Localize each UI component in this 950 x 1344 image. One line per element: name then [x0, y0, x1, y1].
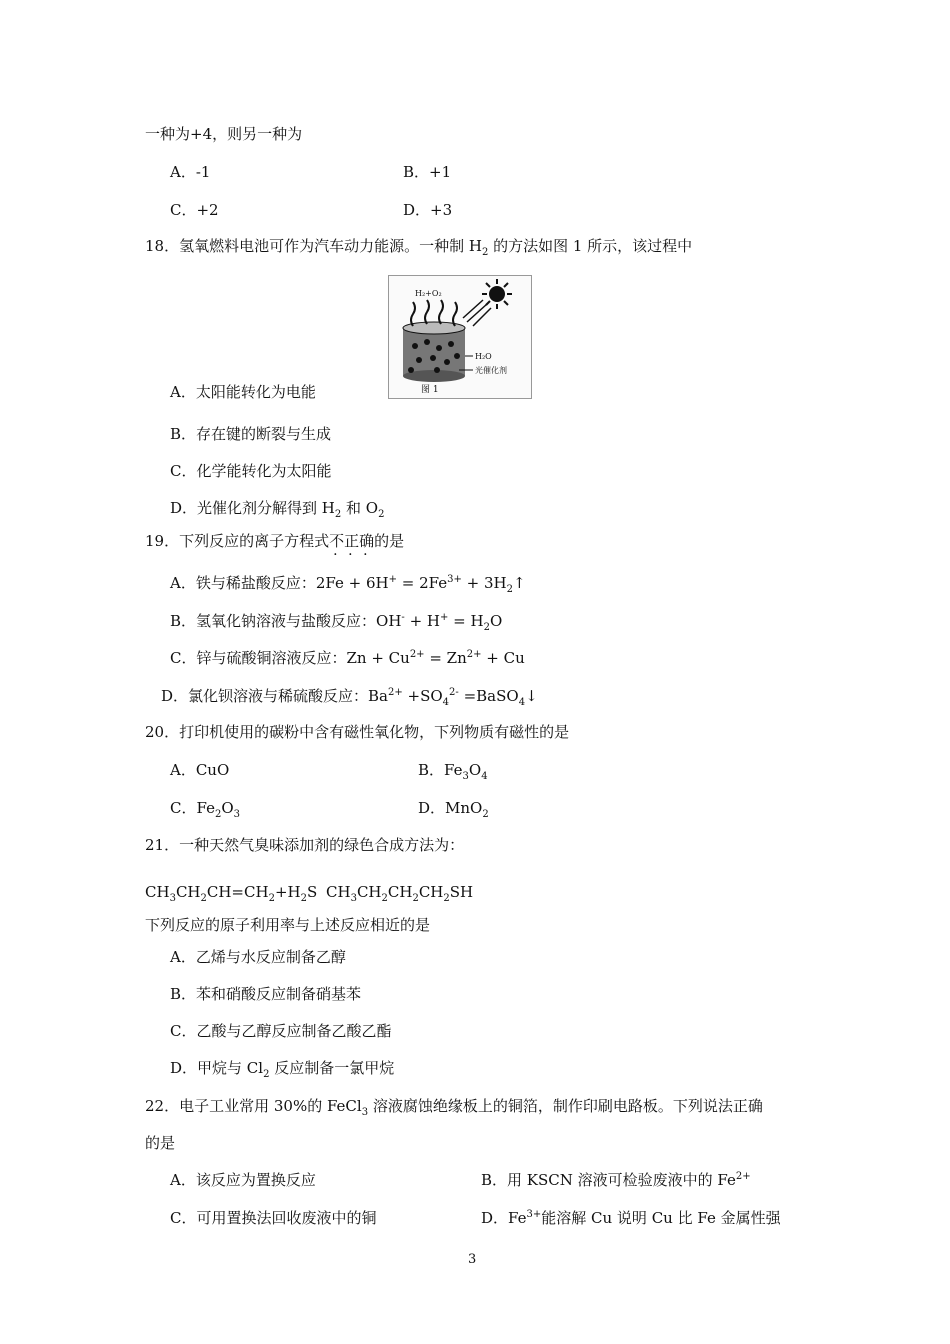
q21-option-b: B．苯和硝酸反应制备硝基苯 — [170, 985, 362, 1003]
q18-option-a: A．太阳能转化为电能 — [170, 383, 316, 401]
q19-option-b: B．氢氧化钠溶液与盐酸反应：$OH^- + H^+ = H_2O$ — [170, 612, 503, 633]
q17-option-d: D．+3 — [403, 201, 453, 219]
q20-option-c: C．$Fe_2O_3$ — [170, 799, 241, 820]
q21-option-c: C．乙酸与乙醇反应制备乙酸乙酯 — [170, 1022, 392, 1040]
q18-stem: 18．氢氧燃料电池可作为汽车动力能源。一种制 $H_2$ 的方法如图 1 所示，该过程中 — [145, 237, 693, 258]
photocatalysis-diagram — [389, 276, 531, 398]
q22-option-a: A．该反应为置换反应 — [170, 1171, 316, 1189]
q22-option-d: D．$Fe^{3+}$能溶解 Cu 说明 Cu 比 Fe 金属性强 — [481, 1209, 781, 1227]
figure-1-photocatalysis — [388, 275, 532, 399]
light-ray-arrows — [463, 300, 491, 326]
beaker — [403, 322, 465, 382]
q20-option-a: A．CuO — [170, 761, 230, 779]
q19-option-d: D．氯化钡溶液与稀硫酸反应：$Ba^{2+} +SO_4^{2-}$ =BaSO$_4$↓ — [161, 687, 538, 708]
q22-stem-2: 的是 — [145, 1134, 176, 1152]
q18-option-d: D．光催化剂分解得到 $H_2$ 和 $O_2$ — [170, 499, 385, 520]
figure-caption: 图 1 — [421, 385, 439, 395]
q21-option-d: D．甲烷与 $Cl_2$ 反应制备一氯甲烷 — [170, 1059, 395, 1080]
q22-stem: 22．电子工业常用 30%的 FeCl$_3$ 溶液腐蚀绝缘板上的铜箔，制作印刷电路板。下列说法正确 — [145, 1097, 763, 1118]
q20-option-d: D．MnO$_2$ — [418, 799, 489, 820]
q17-option-a: A．-1 — [170, 163, 211, 181]
q21-equation-right: $CH_3CH_2CH_2CH_2SH$ — [326, 883, 474, 904]
q20-option-b: B．$Fe_3O_4$ — [418, 761, 488, 782]
q21-stem-2: 下列反应的原子利用率与上述反应相近的是 — [145, 916, 431, 934]
q21-stem: 21．一种天然气臭味添加剂的绿色合成方法为： — [145, 836, 465, 854]
q17-option-c: C．+2 — [170, 201, 219, 219]
q20-stem: 20．打印机使用的碳粉中含有磁性氧化物，下列物质有磁性的是 — [145, 723, 570, 741]
label-h2-o2: H₂+O₂ — [415, 289, 442, 298]
q22-option-c: C．可用置换法回收废液中的铜 — [170, 1209, 377, 1227]
q17-stem-continued: 一种为+4，则另一种为 — [145, 125, 303, 143]
label-catalyst: 光催化剂 — [475, 366, 507, 375]
q21-option-a: A．乙烯与水反应制备乙醇 — [170, 948, 346, 966]
q19-option-a: A．铁与稀盐酸反应：$2Fe + 6H^+ = 2Fe^{3+}$ + $3H_2↑$ — [170, 574, 526, 595]
q21-equation-left: $CH_3CH_2CH=CH_2+H_2S$ — [145, 883, 318, 904]
q18-option-b: B．存在键的断裂与生成 — [170, 425, 332, 443]
q19-option-c: C．锌与硫酸铜溶液反应：$Zn + Cu^{2+} = Zn^{2+} + Cu$ — [170, 649, 525, 667]
page-number: 3 — [468, 1252, 477, 1267]
q22-option-b: B．用 KSCN 溶液可检验废液中的 $Fe^{2+}$ — [481, 1171, 751, 1189]
label-water: H₂O — [475, 352, 492, 361]
q17-option-b: B．+1 — [403, 163, 452, 181]
q18-option-c: C．化学能转化为太阳能 — [170, 462, 332, 480]
q19-stem: 19．下列反应的离子方程式不正确的是 — [145, 532, 405, 550]
